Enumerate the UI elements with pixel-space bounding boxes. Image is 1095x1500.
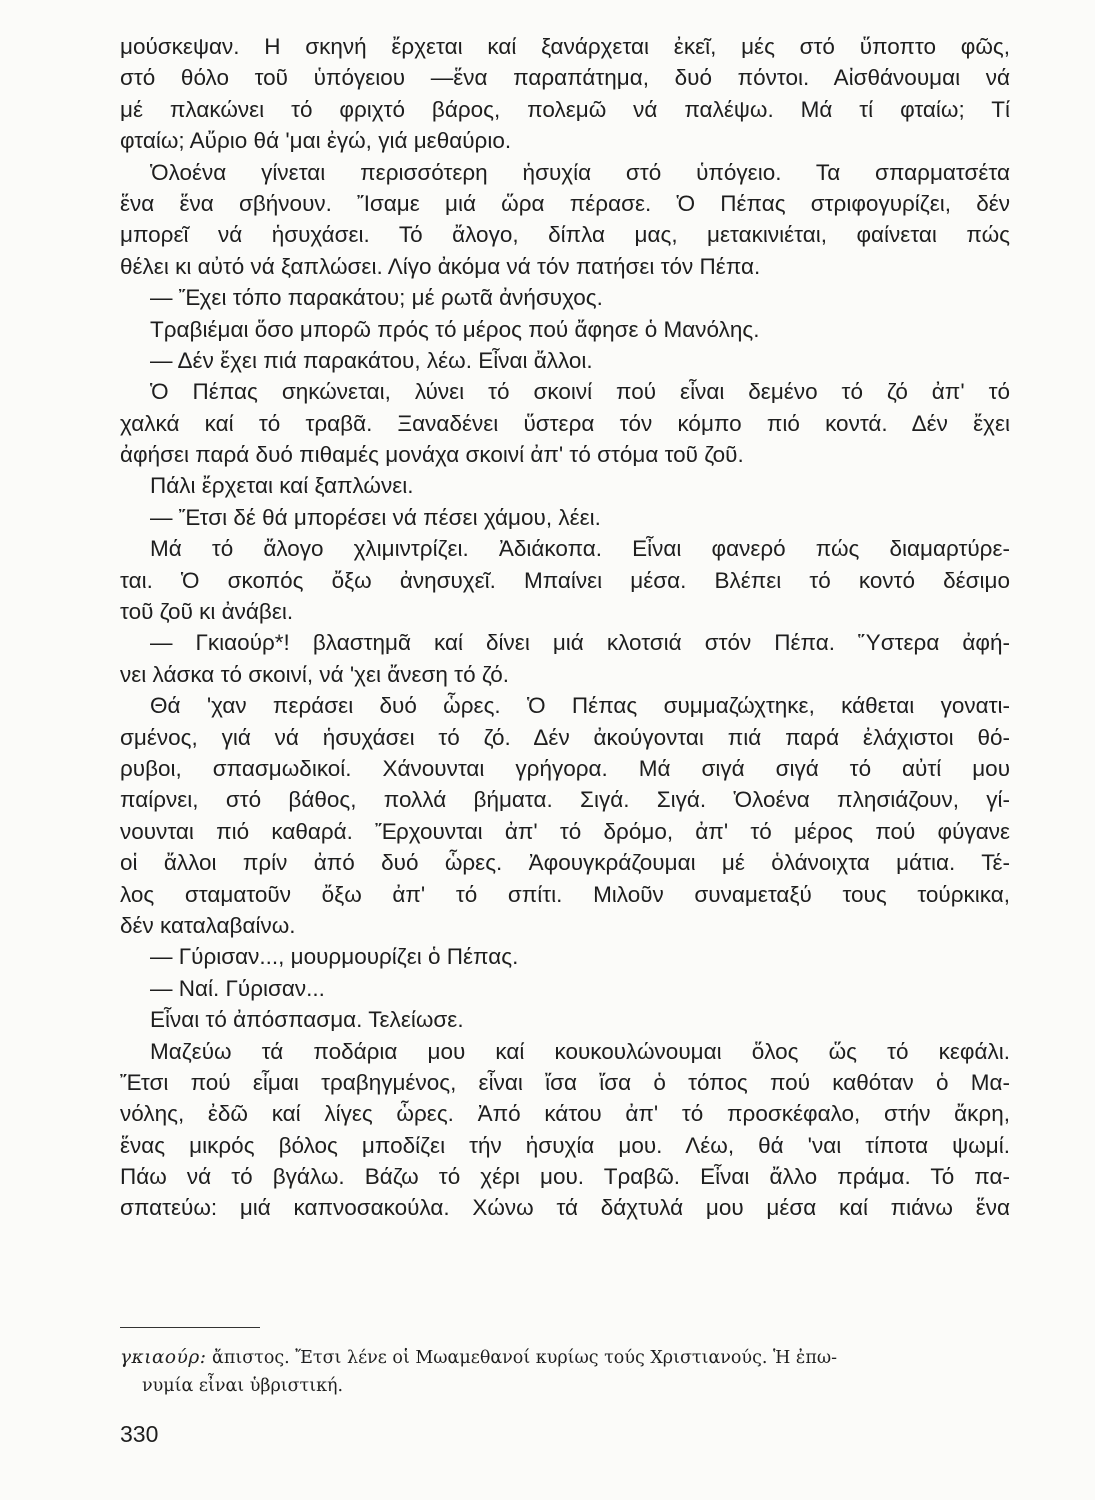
text-line: Θά 'χαν περάσει δυό ὧρες. Ὁ Πέπας συμμαζώχτηκε, κάθεται γονατι- — [150, 693, 1010, 719]
text-line: Εἶναι τό ἀπόσπασμα. Τελείωσε. — [150, 1007, 464, 1033]
text-line: Ὁλοένα γίνεται περισσότερη ἡσυχία στό ὑπόγειο. Τα σπαρματσέτα — [150, 159, 1010, 185]
text-line: ἕνας μικρός βόλος μποδίζει τήν ἡσυχία μου. Λέω, θά 'ναι τίποτα ψωμί. — [120, 1132, 1010, 1158]
text-line: μέ πλακώνει τό φριχτό βάρος, πολεμῶ νά παλέψω. Μά τί φταίω; Τί — [120, 96, 1010, 122]
footnote-line: νυμία εἶναι ὑβριστική. — [142, 1376, 344, 1396]
text-line: ρυβοι, σπασμωδικοί. Χάνουνται γρήγορα. Μά σιγά σιγά τό αὐτί μου — [120, 755, 1010, 781]
text-line: Πάω νά τό βγάλω. Βάζω τό χέρι μου. Τραβῶ. Εἶναι ἄλλο πράμα. Τό πα- — [120, 1164, 1010, 1190]
text-line: νόλης, ἐδῶ καί λίγες ὧρες. Ἀπό κάτου ἀπ' τό προσκέφαλο, στήν ἄκρη, — [120, 1101, 1010, 1127]
text-line: ἕνα ἕνα σβήνουν. Ἴσαμε μιά ὥρα πέρασε. Ὁ Πέπας στριφογυρίζει, δέν — [120, 190, 1010, 216]
footnote-definition: ἄπιστος. Ἔτσι λένε οἱ Μωαμεθανοί κυρίως τούς Χριστιανούς. Ἡ ἐπω- — [212, 1348, 837, 1368]
text-line: λος σταματοῦν ὄξω ἀπ' τό σπίτι. Μιλοῦν συναμεταξύ τους τούρκικα, — [120, 881, 1010, 907]
text-line: ἀφήσει παρά δυό πιθαμές μονάχα σκοινί ἀπ' τό στόμα τοῦ ζοῦ. — [120, 442, 744, 468]
text-line: φταίω; Αὔριο θά 'μαι ἐγώ, γιά μεθαύριο. — [120, 128, 512, 154]
text-line: χαλκά καί τό τραβᾶ. Ξαναδένει ὕστερα τόν κόμπο πιό κοντά. Δέν ἔχει — [120, 410, 1010, 436]
text-line: — Δέν ἔχει πιά παρακάτου, λέω. Εἶναι ἄλλοι. — [150, 347, 593, 373]
text-line: — Γκιαούρ*! βλαστημᾶ καί δίνει μιά κλοτσιά στόν Πέπα. Ὕστερα ἀφή- — [150, 630, 1010, 656]
footnote-divider — [120, 1327, 260, 1328]
footnote-term: γκιαούρ: — [120, 1347, 207, 1368]
text-line: — Ἔτσι δέ θά μπορέσει νά πέσει χάμου, λέει. — [150, 504, 601, 530]
text-line: σμένος, γιά νά ἡσυχάσει τό ζό. Δέν ἀκούγονται πιά παρά ἐλάχιστοι θό- — [120, 724, 1010, 750]
text-line: — Ναί. Γύρισαν... — [150, 975, 325, 1001]
text-line: Μαζεύω τά ποδάρια μου καί κουκουλώνουμαι ὅλος ὥς τό κεφάλι. — [150, 1038, 1010, 1064]
text-line: Ὁ Πέπας σηκώνεται, λύνει τό σκοινί πού εἶναι δεμένο τό ζό ἀπ' τό — [150, 379, 1010, 405]
text-line: Ἔτσι πού εἶμαι τραβηγμένος, εἶναι ἴσα ἴσα ὁ τόπος πού καθόταν ὁ Μα- — [120, 1069, 1010, 1095]
text-line: θέλει κι αὐτό νά ξαπλώσει. Λίγο ἀκόμα νά τόν πατήσει τόν Πέπα. — [120, 253, 761, 279]
text-line: Μά τό ἄλογο χλιμιντρίζει. Ἀδιάκοπα. Εἶναι φανερό πώς διαμαρτύρε- — [150, 536, 1010, 562]
text-line: Πάλι ἔρχεται καί ξαπλώνει. — [150, 473, 414, 499]
footnote-line — [120, 1343, 1015, 1372]
text-line: — Ἔχει τόπο παρακάτου; μέ ρωτᾶ ἀνήσυχος. — [150, 285, 603, 311]
text-line: οἱ ἄλλοι πρίν ἀπό δυό ὧρες. Ἀφουγκράζουμαι μέ ὁλάνοιχτα μάτια. Τέ- — [120, 850, 1010, 876]
text-line: παίρνει, στό βάθος, πολλά βήματα. Σιγά. Σιγά. Ὁλοένα πλησιάζουν, γί- — [120, 787, 1010, 813]
text-line: τοῦ ζοῦ κι ἀνάβει. — [120, 599, 294, 625]
text-line: νει λάσκα τό σκοινί, νά 'χει ἄνεση τό ζό. — [120, 661, 510, 687]
footnote — [120, 1343, 1015, 1401]
text-line: μπορεῖ νά ἡσυχάσει. Τό ἄλογο, δίπλα μας, μετακινιέται, φαίνεται πώς — [120, 222, 1010, 248]
text-line: σπατεύω: μιά καπνοσακούλα. Χώνω τά δάχτυλά μου μέσα καί πιάνω ἕνα — [120, 1195, 1010, 1221]
body-text — [120, 31, 1010, 1224]
text-line: ται. Ὁ σκοπός ὄξω ἀνησυχεῖ. Μπαίνει μέσα. Βλέπει τό κοντό δέσιμο — [120, 567, 1010, 593]
page-number: 330 — [120, 1421, 159, 1447]
text-line: νουνται πιό καθαρά. Ἔρχουνται ἀπ' τό δρόμο, ἀπ' τό μέρος πού φύγανε — [120, 818, 1010, 844]
text-line: μούσκεψαν. Η σκηνή ἔρχεται καί ξανάρχεται ἐκεῖ, μές στό ὕποπτο φῶς, — [120, 34, 1010, 59]
text-line: — Γύρισαν..., μουρμουρίζει ὁ Πέπας. — [150, 944, 519, 970]
text-line: στό θόλο τοῦ ὑπόγειου —ἕνα παραπάτημα, δυό πόντοι. Αἰσθάνουμαι νά — [120, 65, 1010, 91]
text-line: δέν καταλαβαίνω. — [120, 912, 296, 938]
text-line: Τραβιέμαι ὅσο μπορῶ πρός τό μέρος πού ἄφησε ὁ Μανόλης. — [150, 316, 760, 342]
